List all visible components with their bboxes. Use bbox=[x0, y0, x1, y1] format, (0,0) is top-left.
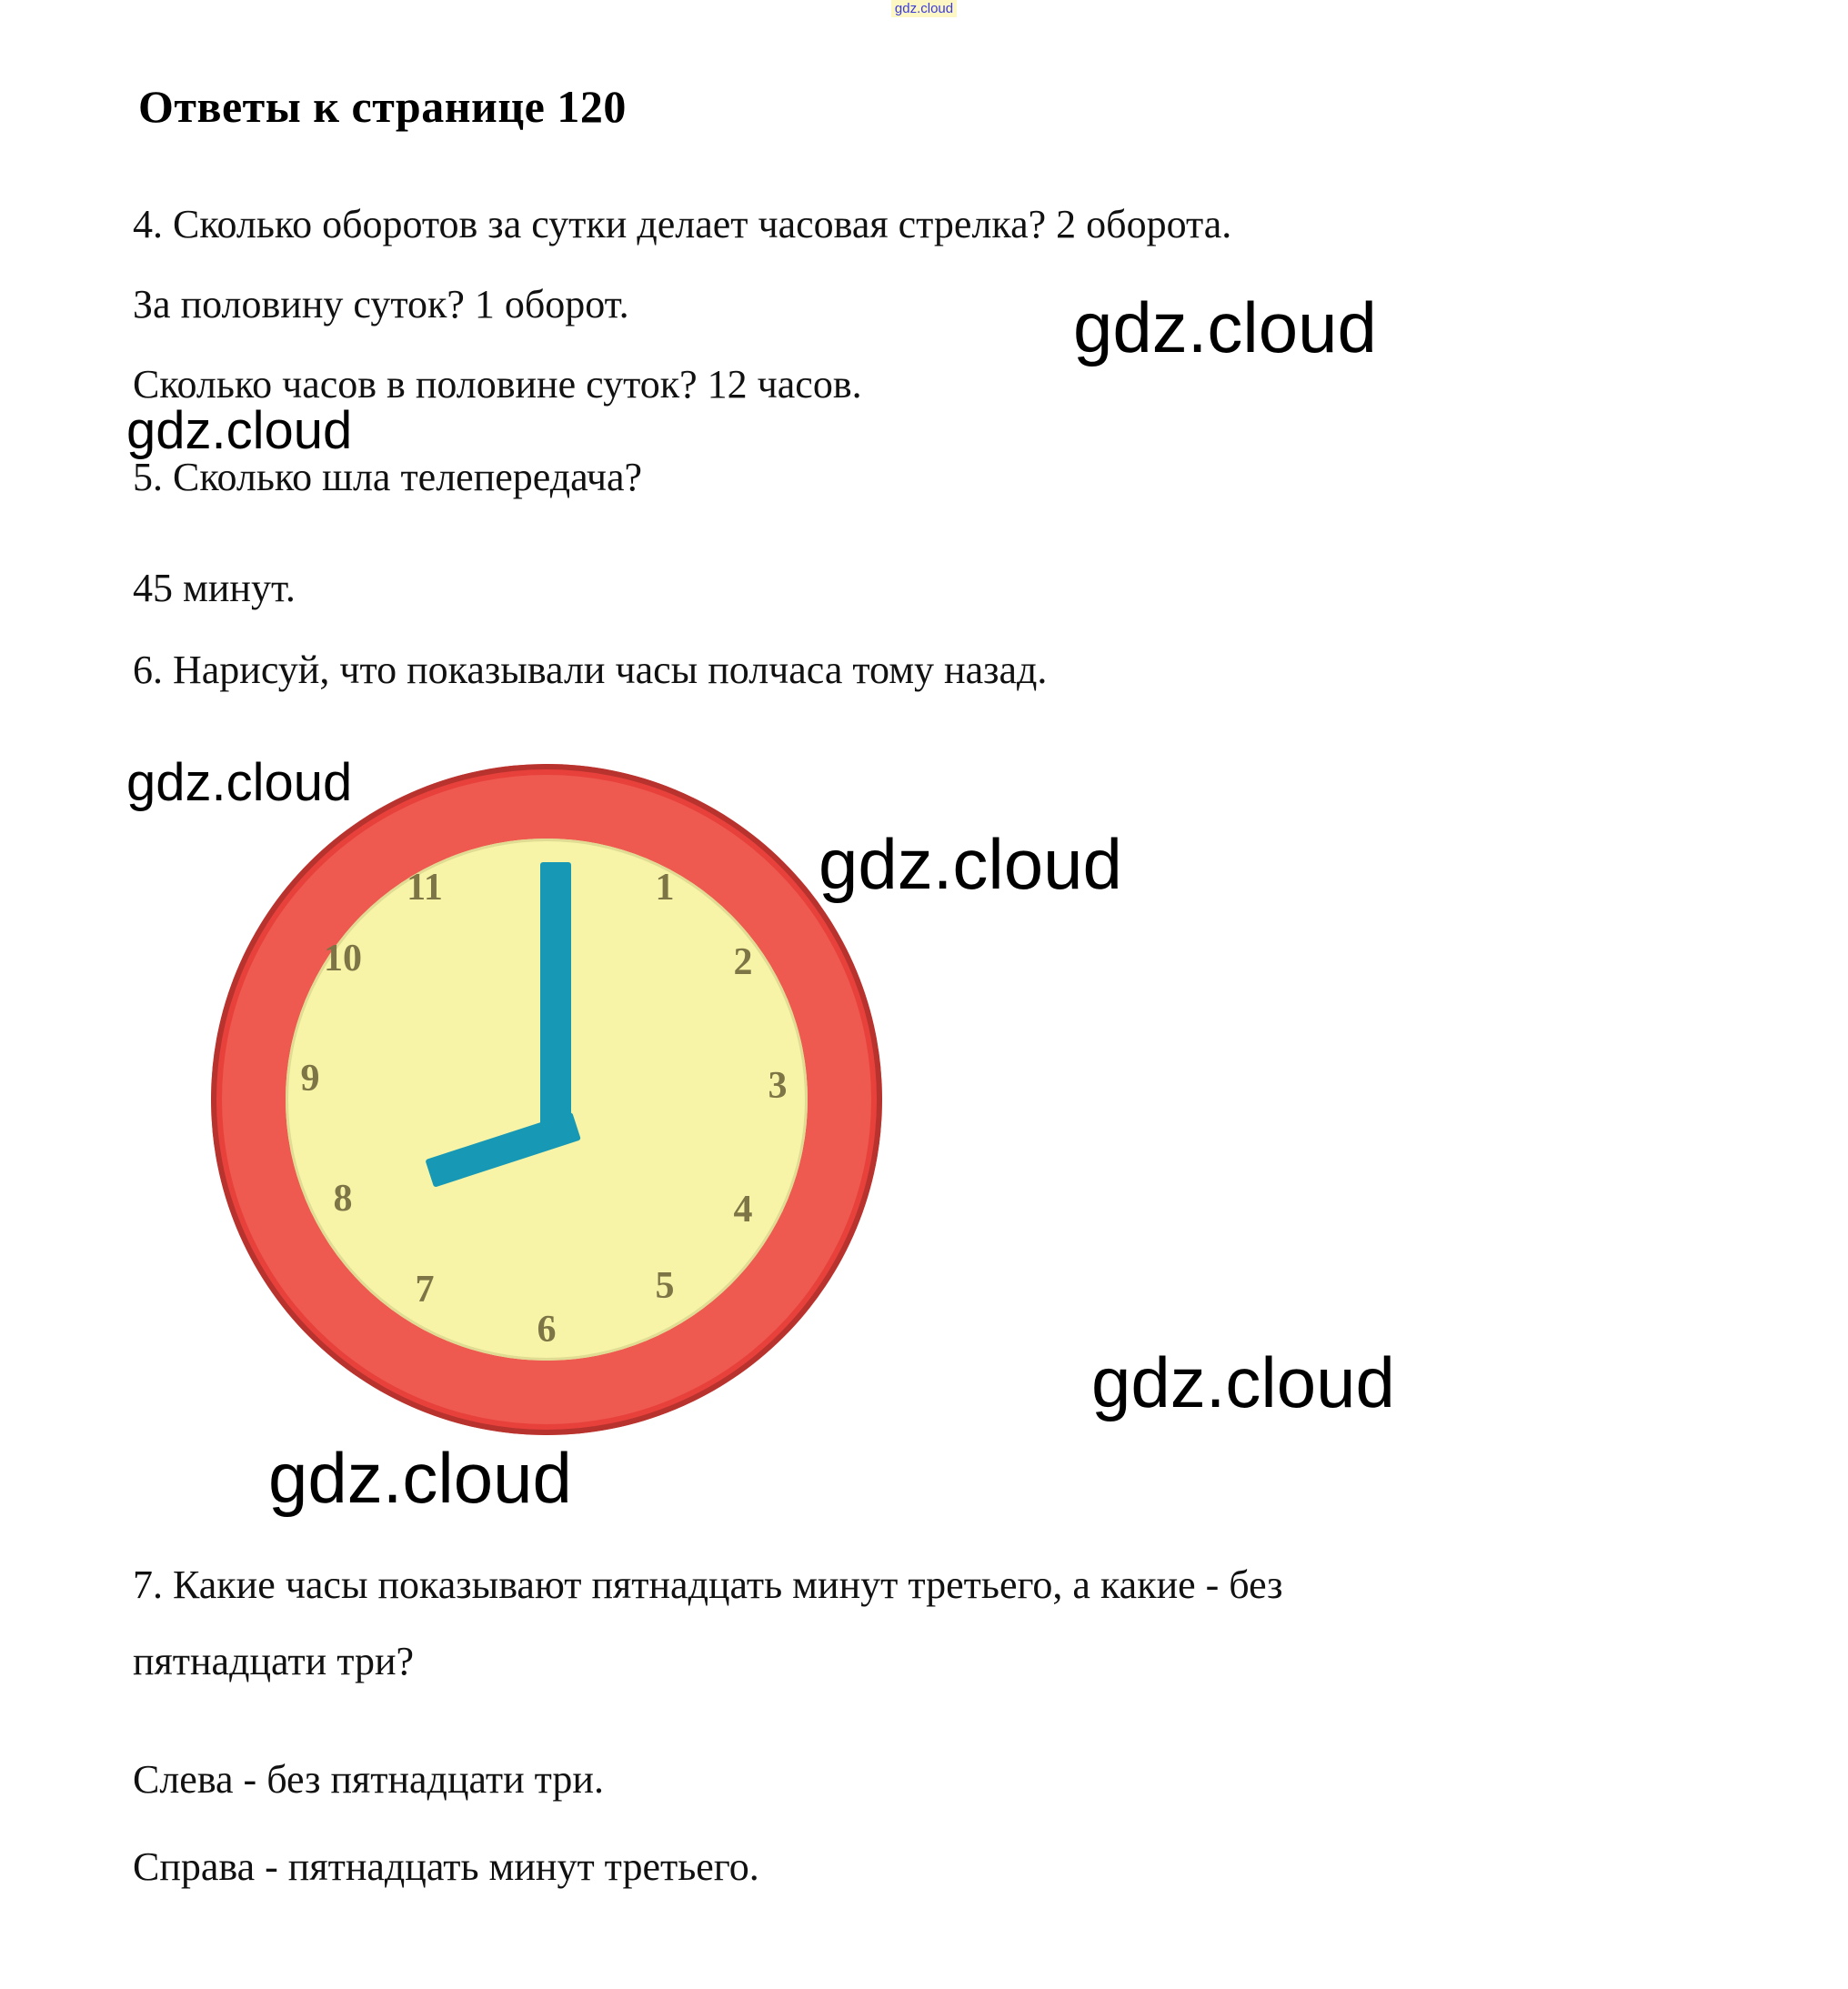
clock-minute-hand bbox=[540, 862, 571, 1135]
clock-number-11: 11 bbox=[407, 867, 443, 909]
question-7-line2: пятнадцати три? bbox=[133, 1639, 415, 1683]
page-title: Ответы к странице 120 bbox=[138, 81, 627, 132]
clock-number-4: 4 bbox=[733, 1189, 753, 1231]
clock-number-2: 2 bbox=[733, 941, 753, 983]
clock-number-9: 9 bbox=[300, 1058, 320, 1100]
watermark-1: gdz.cloud bbox=[1073, 287, 1377, 367]
watermark-6: gdz.cloud bbox=[268, 1438, 572, 1518]
question-4-text: 4. Сколько оборотов за сутки делает часовая стрелка? 2 оборота. bbox=[133, 202, 1232, 246]
watermark-4: gdz.cloud bbox=[819, 824, 1122, 904]
question-5-text: 5. Сколько шла телепередача? bbox=[133, 455, 643, 499]
answer-5-text: 45 минут. bbox=[133, 566, 296, 610]
clock-number-7: 7 bbox=[415, 1269, 435, 1311]
clock-number-3: 3 bbox=[768, 1065, 788, 1107]
clock-rim bbox=[211, 764, 882, 1435]
answer-7-line2: Справа - пятнадцать минут третьего. bbox=[133, 1844, 759, 1889]
watermark-3: gdz.cloud bbox=[126, 753, 353, 812]
question-7-line1: 7. Какие часы показывают пятнадцать минут третьего, а какие - без bbox=[133, 1562, 1283, 1607]
clock-illustration bbox=[211, 764, 902, 1464]
clock-number-6: 6 bbox=[537, 1309, 557, 1351]
clock-number-5: 5 bbox=[655, 1265, 675, 1307]
question-4c-text: Сколько часов в половине суток? 12 часов. bbox=[133, 362, 862, 407]
clock-number-10: 10 bbox=[324, 938, 362, 979]
top-watermark-text: gdz.cloud bbox=[891, 0, 957, 17]
watermark-2: gdz.cloud bbox=[126, 401, 353, 460]
clock-number-1: 1 bbox=[655, 867, 675, 909]
watermark-5: gdz.cloud bbox=[1091, 1342, 1395, 1422]
question-4b-text: За половину суток? 1 оборот. bbox=[133, 282, 629, 326]
question-6-text: 6. Нарисуй, что показывали часы полчаса тому назад. bbox=[133, 648, 1048, 692]
answer-7-line1: Слева - без пятнадцати три. bbox=[133, 1757, 604, 1802]
clock-number-8: 8 bbox=[333, 1178, 353, 1220]
